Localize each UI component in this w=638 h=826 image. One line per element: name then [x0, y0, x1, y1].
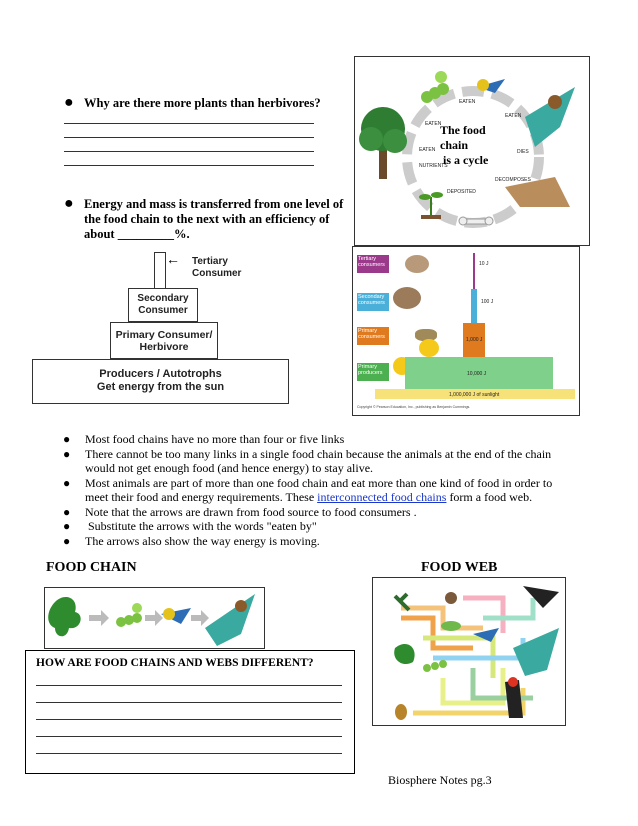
mouse-icon — [393, 287, 421, 309]
primary-value: 1,000 J — [466, 337, 483, 343]
arrow-left-icon: ← — [166, 253, 180, 268]
producers-label-1: Producers / Autotrophs — [99, 368, 222, 380]
food-chain-cycle-figure — [354, 56, 590, 246]
secondary-label-1: Secondary — [137, 293, 189, 304]
bullet-dot: ● — [63, 533, 71, 548]
producers-box — [32, 359, 289, 404]
caterpillar-icon — [423, 660, 447, 672]
bird-icon — [523, 586, 559, 608]
leaf-icon — [394, 644, 414, 664]
secondary-value: 100 J — [481, 299, 494, 305]
question-2-line-2: the food chain to the next with an efficiency of — [84, 212, 330, 226]
oak-leaf-icon — [48, 597, 80, 636]
tree-icon — [359, 107, 407, 179]
arrow-label: EATEN — [505, 113, 522, 119]
question-2-line-3: about _________%. — [84, 227, 190, 241]
arrow-label: EATEN — [459, 99, 476, 105]
arrow-label: EATEN — [419, 147, 436, 153]
bullet-dot: ● — [63, 475, 71, 490]
answer-line — [64, 137, 314, 138]
arrow-label: DIES — [517, 149, 529, 155]
arrow-label: DEPOSITED — [447, 189, 476, 195]
answer-line — [36, 702, 342, 703]
tertiary-box — [154, 252, 166, 290]
arrow-label: NUTRIENTS — [419, 163, 448, 169]
food-web-illustration — [373, 578, 565, 725]
food-web-heading: FOOD WEB — [421, 560, 498, 575]
bullet-dot: ● — [64, 94, 74, 111]
hawk-icon — [513, 628, 559, 676]
cycle-title-line-1: The food — [440, 123, 486, 137]
hawk-icon — [525, 87, 575, 147]
arrow-right-icon — [145, 610, 163, 626]
note-item: ● There cannot be too many links in a single food chain because the animals at the end of the chain — [63, 446, 552, 461]
tertiary-label-2: Consumer — [192, 268, 242, 279]
bullet-dot: ● — [63, 504, 71, 519]
snake-icon — [405, 255, 429, 273]
question-2-line-1: Energy and mass is transferred from one level of — [84, 197, 344, 211]
answer-line — [36, 719, 342, 720]
answer-line — [64, 151, 314, 152]
primary-producers-label: Primary producers — [357, 363, 389, 381]
primary-label-1: Primary Consumer/ — [115, 329, 213, 341]
answer-line — [36, 736, 342, 737]
note-item: ● Note that the arrows are drawn from food source to food consumers . — [63, 504, 417, 519]
note-item-continuation: would not get enough food (and hence energy) to stay alive. — [85, 461, 374, 475]
tertiary-label-1: Tertiary — [192, 256, 228, 267]
question-1: Why are there more plants than herbivores? — [84, 96, 321, 110]
caterpillar-icon — [116, 603, 142, 627]
note-item: ● Substitute the arrows with the words "eaten by" — [63, 519, 317, 533]
grasshopper-icon — [441, 621, 461, 631]
secondary-box — [128, 288, 198, 322]
producers-label-2: Get energy from the sun — [96, 381, 225, 393]
energy-pyramid-figure — [352, 246, 580, 416]
note-item: ● Most food chains have no more than four or five links — [63, 432, 345, 446]
producers-value: 10,000 J — [467, 371, 487, 377]
arrow-right-icon — [89, 610, 109, 626]
sunlight-value: 1,000,000 J of sunlight — [449, 392, 500, 398]
answer-line — [36, 685, 342, 686]
cycle-title-line-2: chain — [440, 138, 469, 152]
answer-line — [64, 165, 314, 166]
acorn-icon — [395, 704, 407, 720]
answer-line — [64, 123, 314, 124]
secondary-label-2: Consumer — [138, 305, 188, 316]
bullet-dot: ● — [63, 519, 71, 533]
secondary-consumers-label: Secondary consumers — [357, 293, 389, 311]
hawk-icon — [205, 594, 255, 646]
answer-line — [36, 753, 342, 754]
tertiary-bar — [473, 253, 475, 289]
flower-icon — [419, 339, 439, 357]
arrow-right-icon — [191, 610, 209, 626]
spider-icon — [445, 592, 457, 604]
bullet-dot: ● — [64, 195, 74, 212]
primary-label-2: Herbivore — [139, 341, 189, 353]
interconnected-food-chains-link[interactable]: interconnected food chains — [317, 490, 447, 504]
secondary-bar — [471, 289, 477, 323]
primary-box — [110, 322, 218, 359]
bullet-dot: ● — [63, 446, 71, 461]
primary-consumers-label: Primary consumers — [357, 327, 389, 345]
note-item: ● Most animals are part of more than one food chain and eat more than one kind of food in order to — [63, 475, 553, 490]
cycle-illustration — [355, 57, 589, 245]
page-footer: Biosphere Notes pg.3 — [388, 773, 492, 787]
note-item-continuation: meet their food and energy requirements. These interconnected food chains form a food web. — [85, 490, 533, 504]
note-item: ● The arrows also show the way energy is moving. — [63, 533, 320, 548]
tertiary-consumers-label: Tertiary consumers — [357, 255, 389, 273]
small-bird-icon — [161, 608, 191, 624]
tertiary-value: 10 J — [479, 261, 489, 267]
arrow-label: DECOMPOSES — [495, 177, 531, 183]
notes-list — [63, 432, 585, 548]
cycle-title-line-3: is a cycle — [443, 153, 489, 167]
bullet-dot: ● — [63, 432, 71, 446]
box-question: HOW ARE FOOD CHAINS AND WEBS DIFFERENT? — [36, 657, 314, 669]
comparison-question-box — [25, 650, 355, 774]
copyright-text: Copyright © Pearson Education, Inc., publishing as Benjamin Cummings. — [357, 405, 471, 409]
arrow-label: EATEN — [425, 121, 442, 127]
food-chain-strip — [44, 587, 265, 649]
food-chain-heading: FOOD CHAIN — [46, 560, 137, 575]
food-chain-illustration — [45, 588, 264, 648]
food-web-figure — [372, 577, 566, 726]
